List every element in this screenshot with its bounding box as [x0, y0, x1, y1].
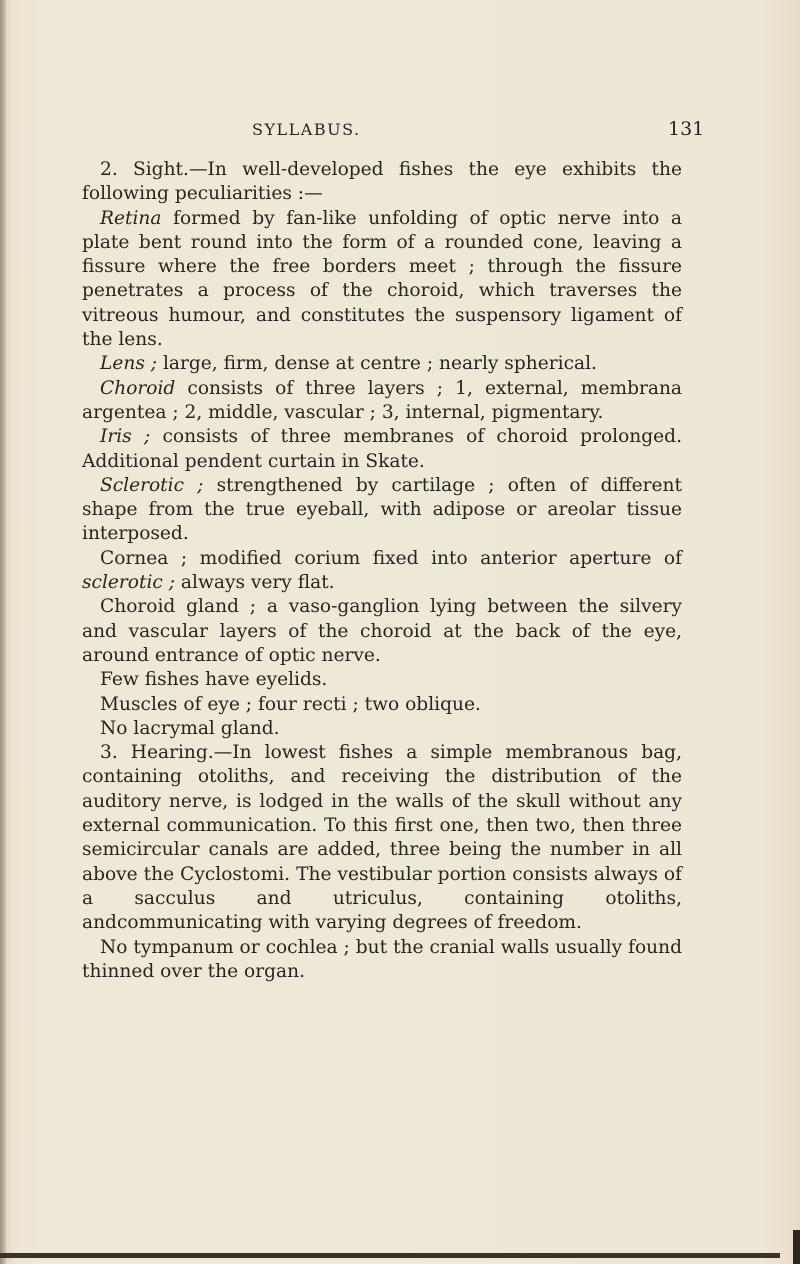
text-run: Few fishes have eyelids. [100, 669, 328, 691]
italic-term: Choroid [100, 377, 176, 399]
text-run: No lacrymal gland. [100, 717, 280, 739]
text-run: formed by fan-like unfolding of optic nerve into a plate bent round into the form of a rounded cone, leaving a fissure where the free borders meet ; through the fissure penetrates a process of the choroid, which traverses the vitreous humour, and constitutes the suspensory ligament of the lens. [82, 207, 682, 351]
body-text [82, 158, 682, 984]
paragraph [82, 474, 682, 547]
text-run: large, firm, dense at centre ; nearly spherical. [157, 353, 597, 375]
paragraph [82, 741, 682, 935]
paragraph [82, 377, 682, 426]
running-head-title: SYLLABUS. [252, 120, 361, 139]
text-run: consists of three layers ; 1, external, membrana argentea ; 2, middle, vascular ; 3, internal, pigmentary. [82, 377, 682, 423]
paragraph [82, 547, 682, 596]
text-run: No tympanum or cochlea ; but the cranial walls usually found thinned over the organ. [82, 936, 682, 982]
text-run: consists of three membranes of choroid prolonged. Additional pendent curtain in Skate. [82, 426, 682, 472]
text-run: Cornea ; modified corium fixed into anterior aperture of [100, 547, 682, 569]
italic-term: sclerotic ; [82, 572, 175, 594]
paragraph [82, 595, 682, 668]
bottom-edge-shadow [0, 1253, 780, 1258]
paragraph [82, 668, 682, 692]
paragraph [82, 425, 682, 474]
page-number: 131 [668, 118, 705, 140]
paragraph [82, 158, 682, 207]
page-corner-mark [793, 1230, 800, 1264]
italic-term: Lens ; [100, 353, 158, 375]
paragraph [82, 352, 682, 376]
paragraph [82, 207, 682, 353]
italic-term: Retina [100, 207, 162, 229]
text-run: always very flat. [175, 572, 335, 594]
paragraph [82, 936, 682, 985]
paragraph [82, 717, 682, 741]
text-run: strengthened by cartilage ; often of different shape from the true eyeball, with adipose or areolar tissue interposed. [82, 474, 682, 545]
text-run: 3. Hearing.—In lowest fishes a simple membranous bag, containing otoliths, and receiving the distribution of the auditory nerve, is lodged in the walls of the skull without any external communication. To this first one, then two, then three semicircular canals are added, three being the number in all above the Cyclostomi. The vestibular portion consists always of a sacculus and utriculus, containing otoliths, andcommunicating with varying degrees of freedom. [82, 742, 682, 934]
text-run: Choroid gland ; a vaso-ganglion lying between the silvery and vascular layers of the choroid at the back of the eye, around entrance of optic nerve. [82, 596, 682, 666]
text-run: Muscles of eye ; four recti ; two oblique. [100, 693, 481, 715]
page-gutter-edge [0, 0, 6, 1264]
text-run: 2. Sight.—In well-developed fishes the eye exhibits the following peculiarities :— [82, 159, 682, 205]
running-head [0, 120, 800, 144]
paragraph [82, 693, 682, 717]
italic-term: Sclerotic ; [100, 474, 204, 496]
italic-term: Iris ; [100, 426, 151, 448]
